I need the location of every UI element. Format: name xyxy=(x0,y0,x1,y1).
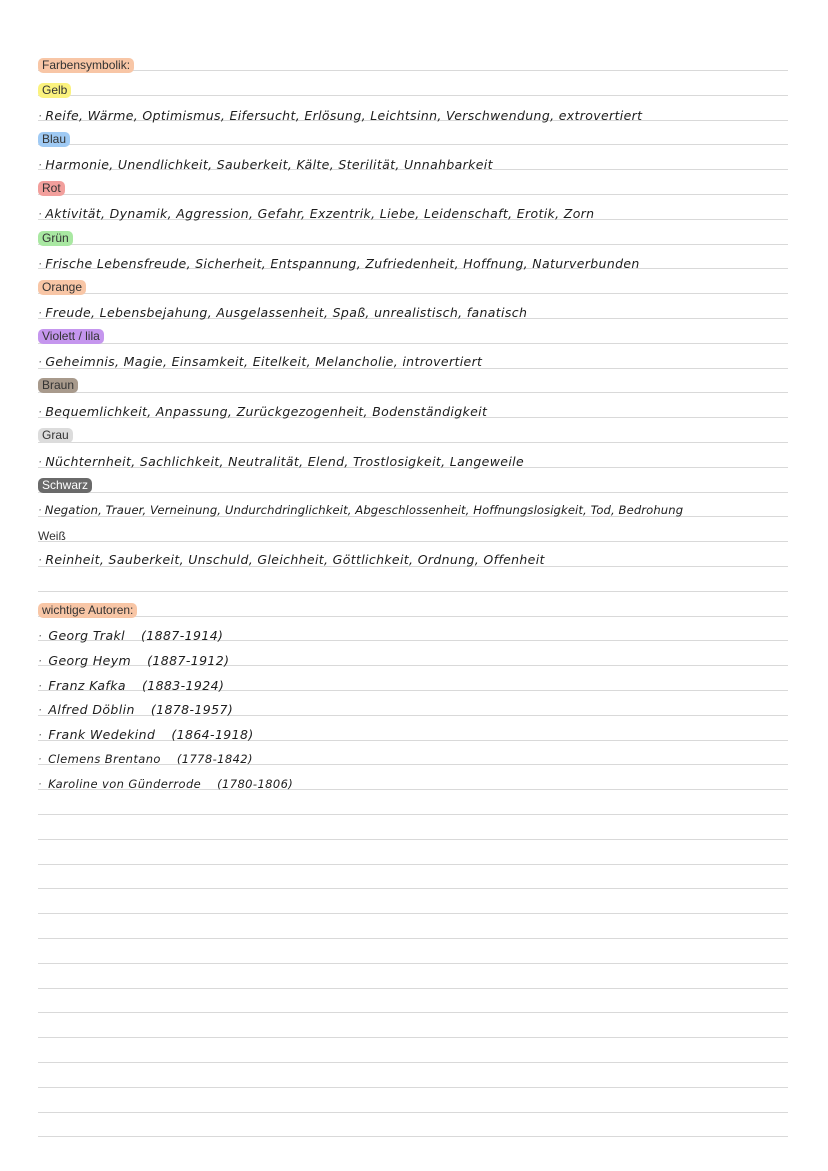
rule-line xyxy=(38,1037,788,1038)
color-text: Freude, Lebensbejahung, Ausgelassenheit, Spaß, unrealistisch, fanatisch xyxy=(45,305,528,320)
color-label-row-violett xyxy=(38,326,808,351)
bullet: · xyxy=(38,727,43,742)
bullet: · xyxy=(38,678,43,693)
color-text-row-orange xyxy=(38,301,808,326)
color-label-gruen: Grün xyxy=(38,231,73,246)
color-label-row-schwarz xyxy=(38,475,808,500)
author-years: (1878-1957) xyxy=(150,702,234,717)
color-text: Geheimnis, Magie, Einsamkeit, Eitelkeit, Melancholie, introvertiert xyxy=(45,354,483,369)
author-years: (1887-1914) xyxy=(141,628,224,643)
color-label-row-rot xyxy=(38,178,808,203)
color-label-schwarz: Schwarz xyxy=(38,478,92,493)
color-label-row-braun xyxy=(38,375,808,400)
color-text-row-schwarz xyxy=(38,499,808,524)
rule-line xyxy=(38,591,788,592)
bullet: · xyxy=(38,404,43,419)
color-label-braun: Braun xyxy=(38,378,78,393)
color-text-schwarz xyxy=(38,503,683,517)
authors-heading: wichtige Autoren: xyxy=(38,603,137,618)
color-label-row-orange xyxy=(38,277,808,302)
author-name: Alfred Döblin xyxy=(48,702,135,717)
author-years: (1883-1924) xyxy=(141,678,225,693)
color-text-blau xyxy=(38,157,493,172)
color-text: Nüchternheit, Sachlichkeit, Neutralität, Elend, Trostlosigkeit, Langeweile xyxy=(45,454,525,469)
color-text-braun xyxy=(38,404,487,419)
color-text: Aktivität, Dynamik, Aggression, Gefahr, Exzentrik, Liebe, Leidenschaft, Erotik, Zorn xyxy=(45,206,595,221)
author-row xyxy=(38,624,808,649)
bullet: · xyxy=(38,552,43,567)
bullet: · xyxy=(38,256,43,271)
author-entry xyxy=(38,702,233,717)
color-text-row-braun xyxy=(38,400,808,425)
bullet: · xyxy=(38,702,43,717)
rule-line xyxy=(38,1012,788,1013)
color-label-row-grau xyxy=(38,425,808,450)
color-text-gelb xyxy=(38,108,642,123)
rule-line xyxy=(38,963,788,964)
author-row xyxy=(38,698,808,723)
color-text: Harmonie, Unendlichkeit, Sauberkeit, Kälte, Sterilität, Unnahbarkeit xyxy=(45,157,493,172)
colors-heading: Farbensymbolik: xyxy=(38,58,134,73)
color-text: Reife, Wärme, Optimismus, Eifersucht, Erlösung, Leichtsinn, Verschwendung, extrovertiert xyxy=(45,108,643,123)
color-label-grau: Grau xyxy=(38,428,73,443)
author-row xyxy=(38,674,808,699)
bullet: · xyxy=(38,653,43,668)
color-label-rot: Rot xyxy=(38,181,65,196)
color-text-weiss xyxy=(38,552,545,567)
bullet: · xyxy=(38,752,43,766)
bullet: · xyxy=(38,206,43,221)
color-label-weiss: Weiß xyxy=(38,529,66,543)
rule-line xyxy=(38,814,788,815)
rule-line xyxy=(38,1087,788,1088)
author-name: Karoline von Günderrode xyxy=(48,777,202,791)
author-years: (1778-1842) xyxy=(176,752,253,766)
author-row xyxy=(38,649,808,674)
colors-heading-row xyxy=(38,55,808,80)
rule-line xyxy=(38,888,788,889)
rule-line xyxy=(38,988,788,989)
color-text-gruen xyxy=(38,256,640,271)
bullet: · xyxy=(38,305,43,320)
authors-heading-row xyxy=(38,600,808,625)
author-name: Georg Heym xyxy=(48,653,132,668)
author-entry xyxy=(38,727,254,742)
author-row xyxy=(38,773,808,798)
color-label-row-gruen xyxy=(38,228,808,253)
author-entry xyxy=(38,653,229,668)
rule-line xyxy=(38,839,788,840)
author-years: (1887-1912) xyxy=(147,653,230,668)
bullet: · xyxy=(38,777,43,791)
rule-line xyxy=(38,1136,788,1137)
rule-line xyxy=(38,913,788,914)
color-text-grau xyxy=(38,454,524,469)
color-text-row-blau xyxy=(38,153,808,178)
author-row xyxy=(38,748,808,773)
author-entry xyxy=(38,777,293,791)
author-entry xyxy=(38,752,253,766)
rule-line xyxy=(38,938,788,939)
color-text-row-violett xyxy=(38,350,808,375)
color-text-violett xyxy=(38,354,482,369)
author-name: Frank Wedekind xyxy=(48,727,156,742)
color-label-row-gelb xyxy=(38,80,808,105)
author-name: Franz Kafka xyxy=(48,678,126,693)
author-name: Clemens Brentano xyxy=(48,752,161,766)
color-text-row-gelb xyxy=(38,104,808,129)
bullet: · xyxy=(38,454,43,469)
color-text-row-gruen xyxy=(38,252,808,277)
color-label-violett: Violett / lila xyxy=(38,329,104,344)
bullet: · xyxy=(38,628,43,643)
color-text-orange xyxy=(38,305,527,320)
bullet: · xyxy=(38,354,43,369)
color-label-blau: Blau xyxy=(38,132,70,147)
color-label-orange: Orange xyxy=(38,280,86,295)
color-label-row-blau xyxy=(38,129,808,154)
color-text-row-rot xyxy=(38,202,808,227)
bullet: · xyxy=(38,503,42,517)
color-label-gelb: Gelb xyxy=(38,83,71,98)
author-name: Georg Trakl xyxy=(48,628,126,643)
color-text: Reinheit, Sauberkeit, Unschuld, Gleichheit, Göttlichkeit, Ordnung, Offenheit xyxy=(45,552,545,567)
rule-line xyxy=(38,1062,788,1063)
color-text-row-grau xyxy=(38,450,808,475)
color-text: Negation, Trauer, Verneinung, Undurchdringlichkeit, Abgeschlossenheit, Hoffnungslosigkeit, Tod, Bedrohung xyxy=(44,503,684,517)
color-text: Frische Lebensfreude, Sicherheit, Entspannung, Zufriedenheit, Hoffnung, Naturverbunden xyxy=(45,256,640,271)
bullet: · xyxy=(38,108,43,123)
rule-line xyxy=(38,864,788,865)
author-entry xyxy=(38,678,224,693)
color-text-rot xyxy=(38,206,594,221)
color-label-row-weiss xyxy=(38,524,808,549)
color-text-row-weiss xyxy=(38,548,808,573)
author-row xyxy=(38,723,808,748)
bullet: · xyxy=(38,157,43,172)
rule-line xyxy=(38,1112,788,1113)
author-entry xyxy=(38,628,223,643)
author-years: (1864-1918) xyxy=(171,727,254,742)
color-text: Bequemlichkeit, Anpassung, Zurückgezogenheit, Bodenständigkeit xyxy=(45,404,488,419)
author-years: (1780-1806) xyxy=(217,777,294,791)
